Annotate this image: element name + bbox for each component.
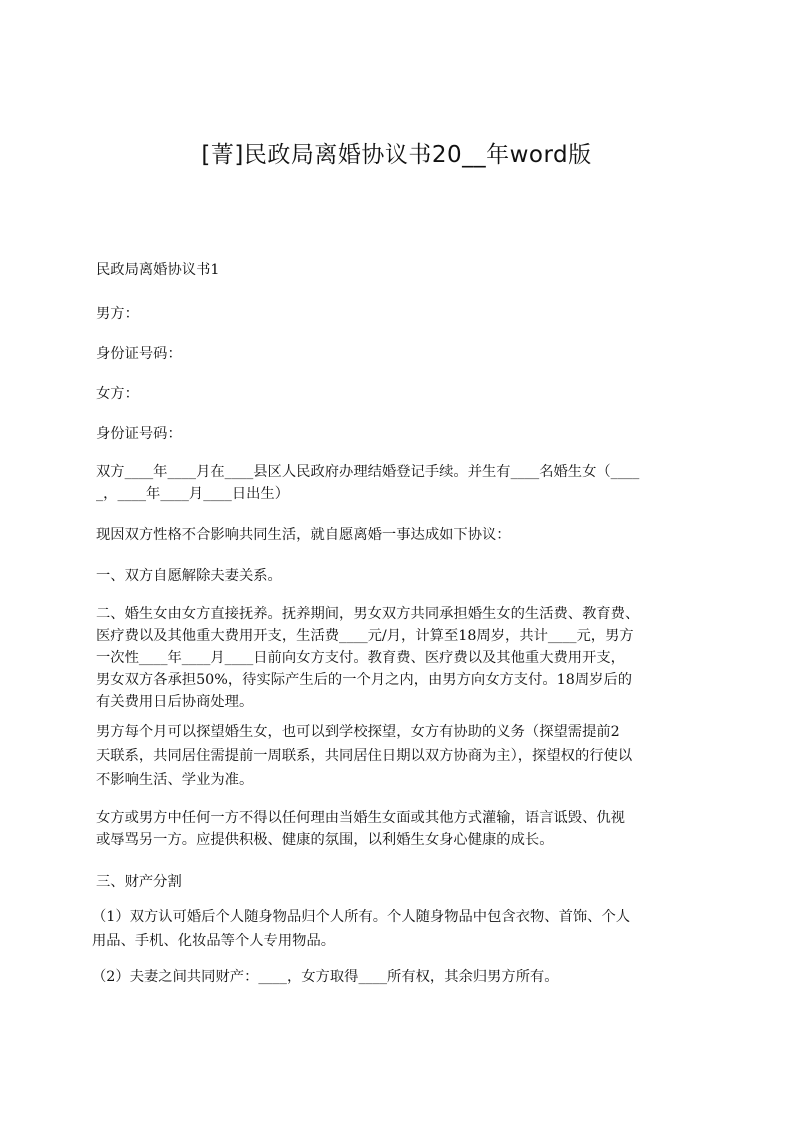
- clause-2-line-1: 二、婚生女由女方直接抚养。抚养期间，男女双方共同承担婚生女的生活费、教育费、: [96, 606, 640, 622]
- property-item-1: [92, 905, 704, 953]
- divorce-intent: 现因双方性格不合影响共同生活，就自愿离婚一事达成如下协议：: [96, 527, 511, 543]
- clause-2-line-5: 有关费用日后协商处理。: [96, 694, 254, 710]
- husband-label: 男方：: [96, 306, 139, 322]
- clause-2-line-2: 医疗费以及其他重大费用开支，生活费____元/月，计算至18周岁，共计____元，男方: [96, 628, 634, 644]
- wife-label: 女方：: [96, 386, 139, 402]
- marriage-line-1: 双方____年____月在____县区人民政府办理结婚登记手续。并生有____名婚生女（____: [96, 464, 640, 480]
- conduct-line-2: 或辱骂另一方。应提供积极、健康的氛围，以利婚生女身心健康的成长。: [96, 832, 554, 848]
- property-item-1-line-2: 用品、手机、化妆品等个人专用物品。: [92, 933, 336, 949]
- marriage-paragraph: [96, 461, 708, 505]
- husband-id-label: 身份证号码：: [96, 346, 182, 362]
- conduct-line-1: 女方或男方中任何一方不得以任何理由当婚生女面或其他方式灌输，语言诋毁、仇视: [96, 810, 625, 826]
- clause-2-paragraph: [96, 603, 708, 713]
- visitation-line-2: 天联系，共同居住需提前一周联系，共同居住日期以双方协商为主），探望权的行使以: [96, 748, 633, 764]
- visitation-paragraph: [96, 720, 708, 792]
- wife-id-label: 身份证号码：: [96, 426, 182, 442]
- clause-2-line-4: 男女双方各承担50%，待实际产生后的一个月之内，由男方向女方支付。18周岁后的: [96, 672, 633, 688]
- clause-3: 三、财产分割: [96, 874, 182, 890]
- visitation-line-3: 不影响生活、学业为准。: [96, 772, 254, 788]
- clause-1: 一、双方自愿解除夫妻关系。: [96, 568, 282, 584]
- property-item-2: （2）夫妻之间共同财产：____，女方取得____所有权，其余归男方所有。: [92, 969, 559, 985]
- clause-2-line-3: 一次性____年____月____日前向女方支付。教育费、医疗费以及其他重大费用开支，: [96, 650, 625, 666]
- agreement-heading: 民政局离婚协议书1: [96, 262, 220, 278]
- marriage-line-2: _，____年____月____日出生）: [96, 486, 290, 502]
- visitation-line-1: 男方每个月可以探望婚生女，也可以到学校探望，女方有协助的义务（探望需提前2: [96, 724, 620, 740]
- property-item-1-line-1: （1）双方认可婚后个人随身物品归个人所有。个人随身物品中包含衣物、首饰、个人: [92, 909, 631, 925]
- document-title: [菁]民政局离婚协议书20__年word版: [201, 142, 592, 168]
- conduct-paragraph: [96, 807, 708, 851]
